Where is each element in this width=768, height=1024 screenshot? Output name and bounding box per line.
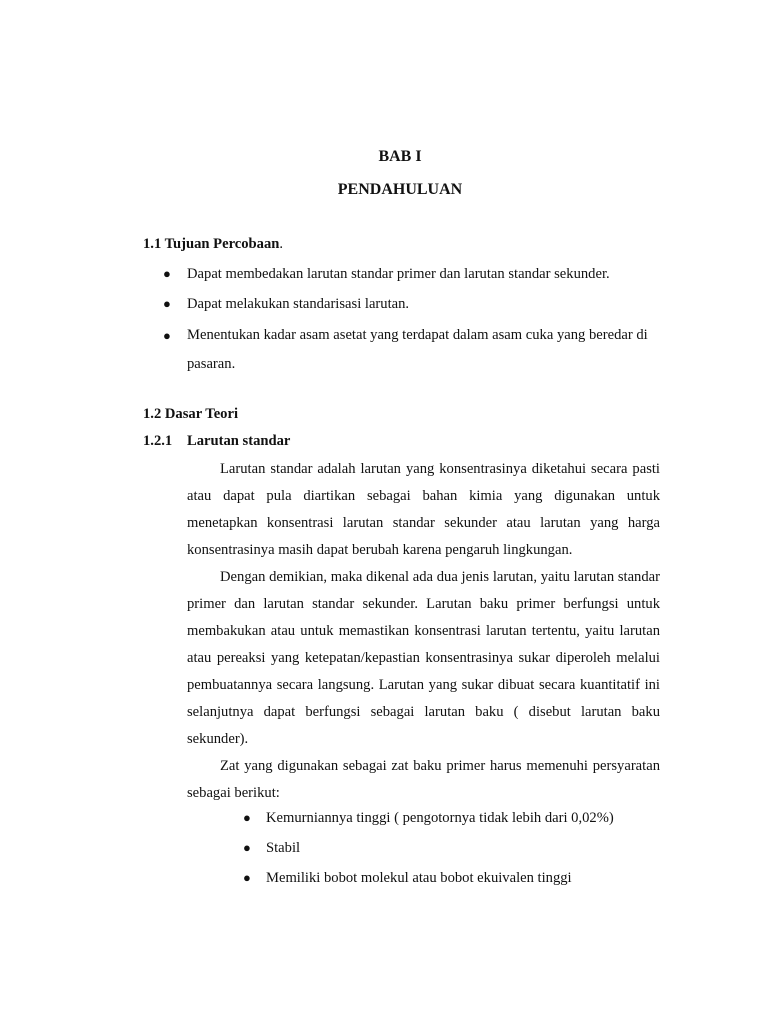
goals-list <box>163 261 667 383</box>
chapter-title: PENDAHULUAN <box>337 181 463 198</box>
bullet-icon: ● <box>243 870 251 885</box>
list-item <box>243 865 686 891</box>
paragraph: Dengan demikian, maka dikenal ada dua jenis larutan, yaitu larutan standar primer dan larutan standar sekunder. Larutan baku primer berfungsi untuk membakukan atau untuk memastikan konsentrasi larutan tertentu, yaitu larutan atau pereaksi yang ketepatan/kepastian konsentrasinya sukar diperoleh melalui pembuatannya secara langsung. Larutan yang sukar dibuat secara kuantitatif ini selanjutnya dapat berfungsi sebagai larutan baku ( disebut larutan baku sekunder). <box>187 569 660 747</box>
bullet-icon: ● <box>163 266 171 281</box>
bullet-icon: ● <box>243 810 251 825</box>
body-text <box>187 456 660 807</box>
bullet-icon: ● <box>163 296 171 311</box>
list-item <box>163 291 667 317</box>
list-item <box>163 321 667 379</box>
section-heading-text: 1.1 Tujuan Percobaan <box>143 236 280 252</box>
list-item <box>243 805 686 831</box>
list-item-text: Stabil <box>266 840 301 856</box>
subsection-title: Larutan standar <box>187 433 291 449</box>
bullet-icon: ● <box>163 328 171 343</box>
list-item-text: Memiliki bobot molekul atau bobot ekuivalen tinggi <box>266 870 572 886</box>
list-item-text: Dapat membedakan larutan standar primer dan larutan standar sekunder. <box>187 266 610 282</box>
section-heading-tujuan <box>143 236 283 253</box>
list-item <box>243 835 686 861</box>
chapter-number: BAB I <box>378 148 422 165</box>
section-heading-dasar-teori: 1.2 Dasar Teori <box>143 406 239 422</box>
paragraph: Larutan standar adalah larutan yang konsentrasinya diketahui secara pasti atau dapat pula diartikan sebagai bahan kimia yang digunakan untuk menetapkan konsentrasi larutan standar sekunder atau larutan yang harga konsentrasinya masih dapat berubah karena pengaruh lingkungan. <box>187 461 660 558</box>
subsection-heading-larutan-standar <box>143 433 290 450</box>
list-item-text: Kemurniannya tinggi ( pengotornya tidak lebih dari 0,02%) <box>266 810 614 826</box>
bullet-icon: ● <box>243 840 251 855</box>
section-heading-punct: . <box>279 236 284 252</box>
paragraph: Zat yang digunakan sebagai zat baku primer harus memenuhi persyaratan sebagai berikut: <box>187 758 660 801</box>
list-item-text: Menentukan kadar asam asetat yang terdapat dalam asam cuka yang beredar di pasaran. <box>187 327 648 372</box>
list-item <box>163 261 667 287</box>
subsection-number: 1.2.1 <box>143 433 173 449</box>
list-item-text: Dapat melakukan standarisasi larutan. <box>187 296 410 312</box>
requirements-list <box>243 805 686 895</box>
